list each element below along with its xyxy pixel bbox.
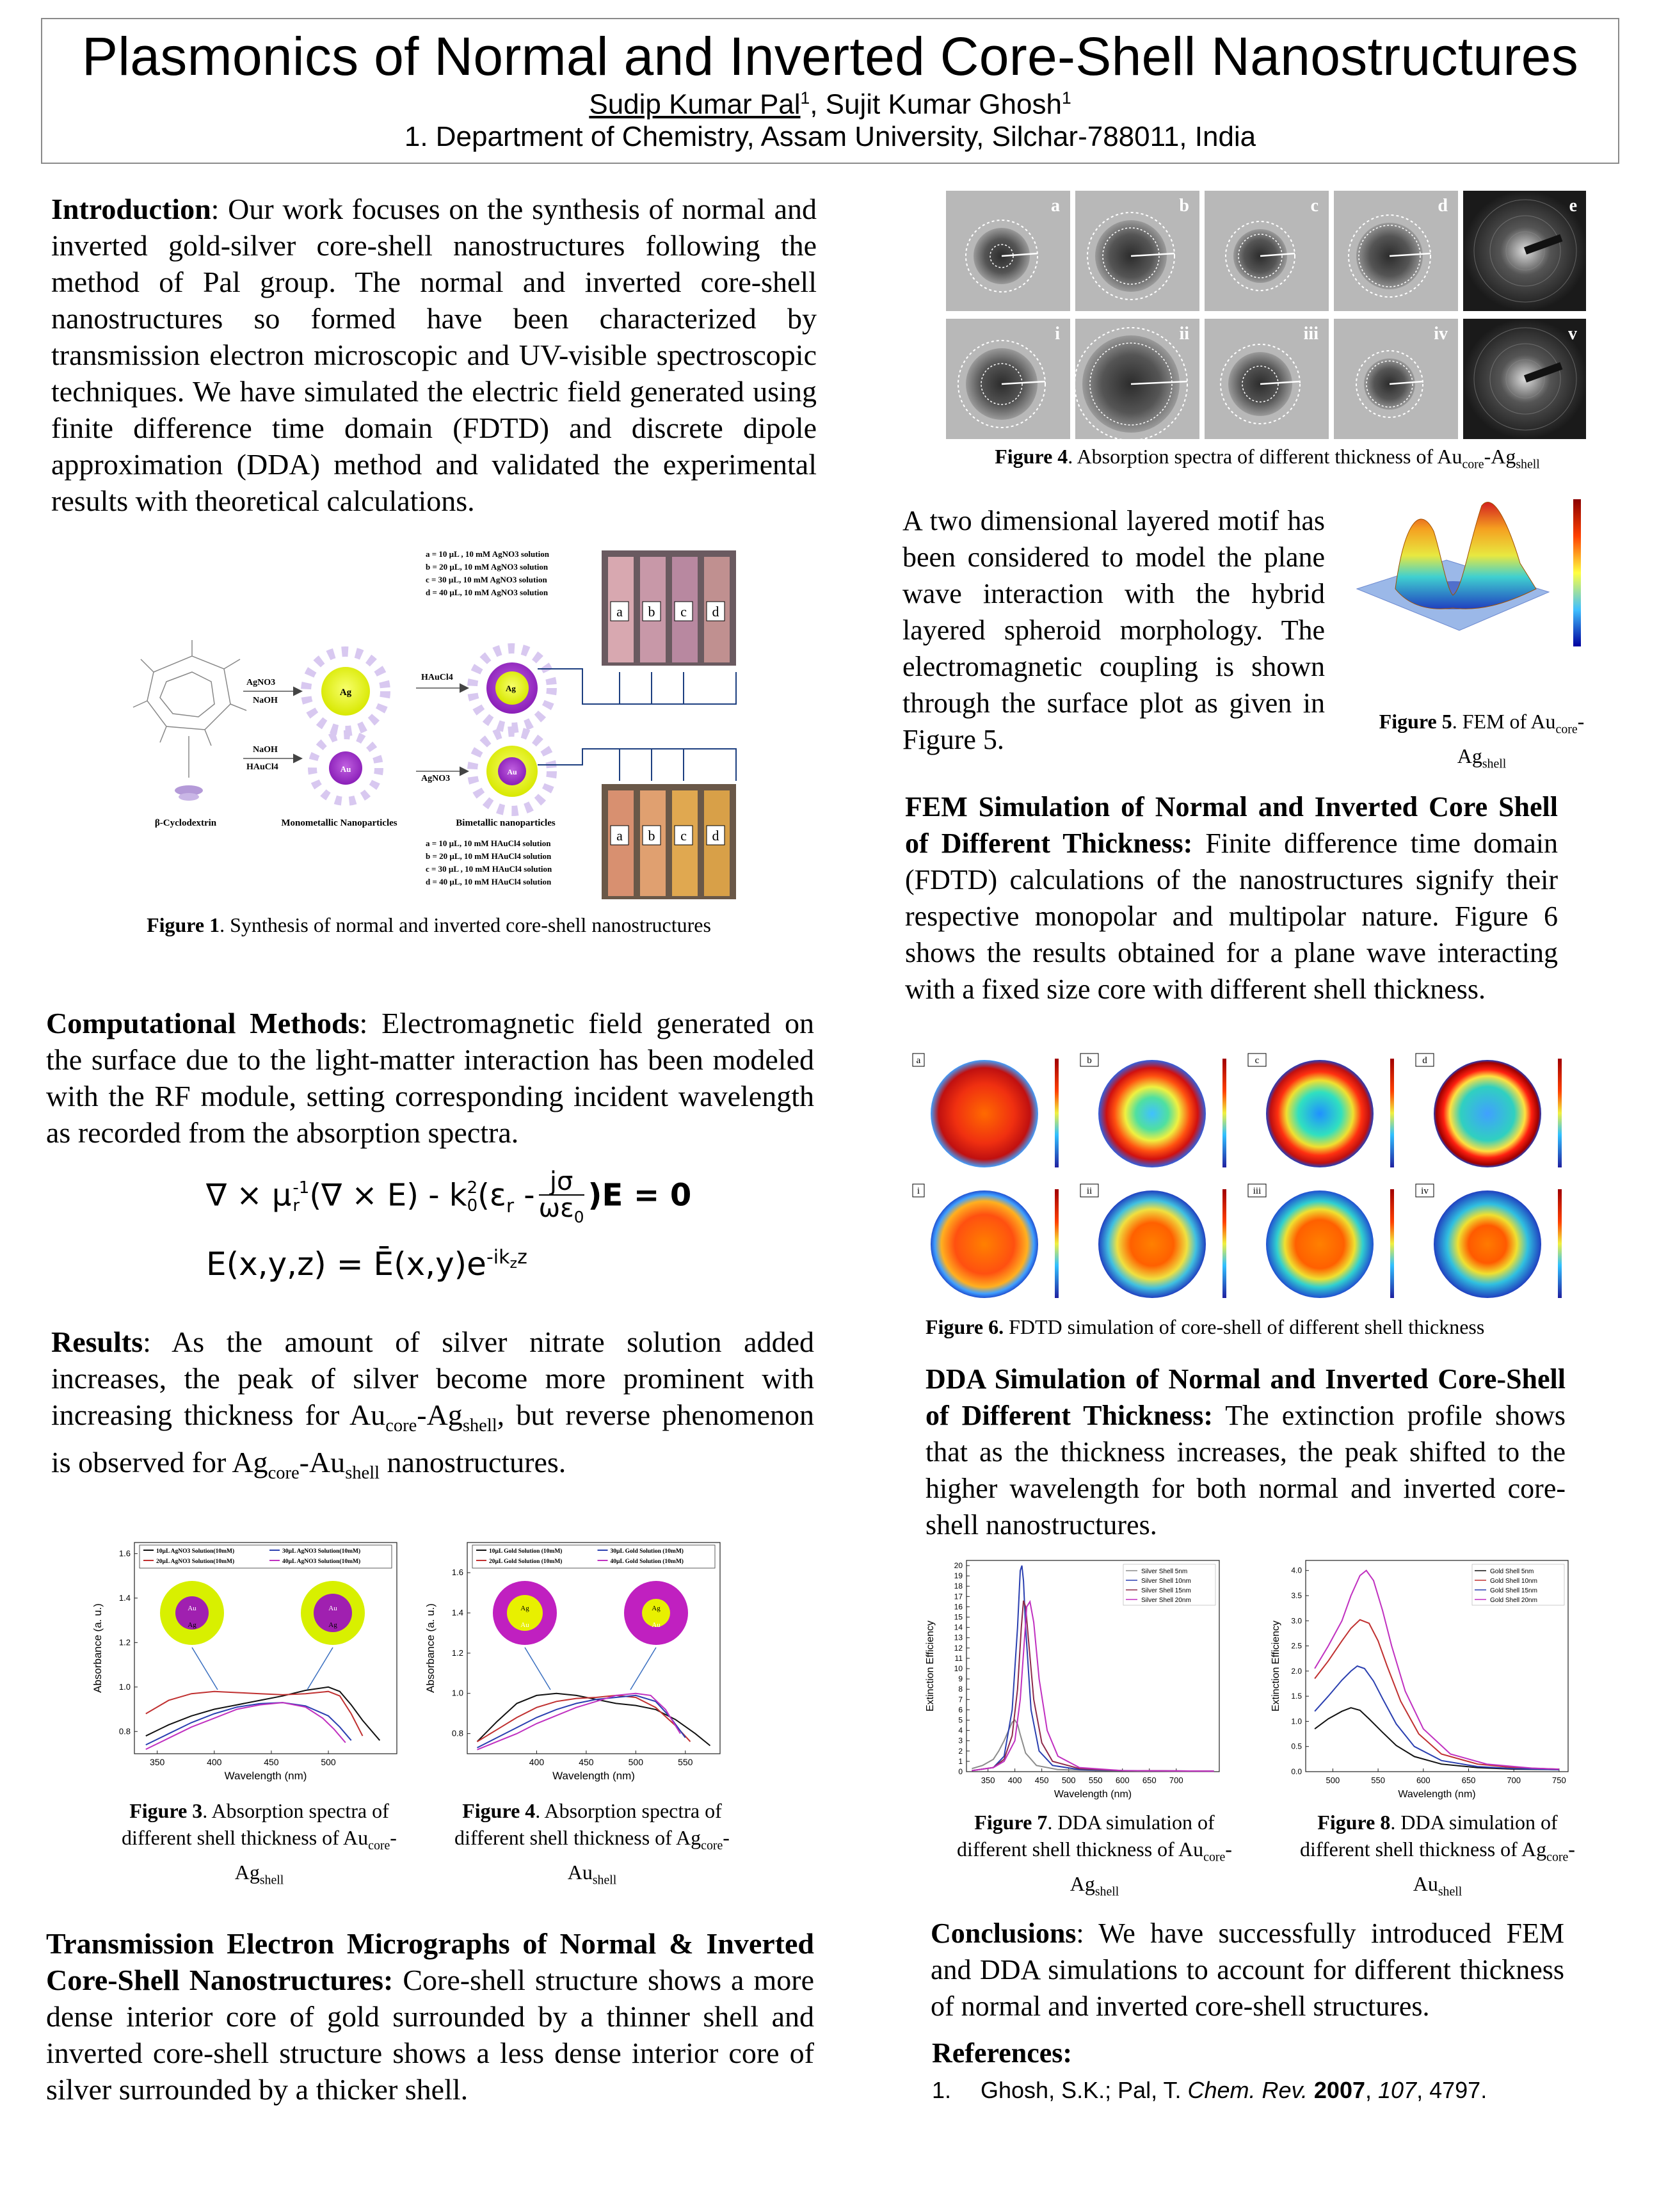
legend-label: 30µL AgNO3 Solution(10mM) xyxy=(282,1548,361,1555)
field-map xyxy=(931,1190,1038,1298)
fdtd-panel-label: iii xyxy=(1253,1186,1262,1196)
figure3-caption xyxy=(115,1797,403,1894)
x-tick-label: 400 xyxy=(1007,1775,1022,1785)
reference-authors: Ghosh, S.K.; Pal, T. xyxy=(981,2077,1188,2103)
figure3-caption-text: -Ag xyxy=(234,1826,397,1884)
fdtd-colorbar xyxy=(1390,1059,1394,1167)
reference-pages: 4797. xyxy=(1429,2077,1487,2103)
fdtd-colorbar xyxy=(1390,1189,1394,1298)
results-body: -Ag xyxy=(417,1399,463,1431)
figure7-caption xyxy=(947,1809,1242,1905)
vial-label: c xyxy=(680,604,687,620)
figure8-chart xyxy=(1267,1549,1575,1805)
fdtd-panel-label: b xyxy=(1087,1055,1092,1066)
x-tick-label: 650 xyxy=(1142,1775,1157,1785)
y-tick-label: 13 xyxy=(954,1633,963,1642)
fem-body: Finite difference time domain (FDTD) calculations of the nanostructures signify their respective monopolar and multipolar nature. Figure 6 shows the results obtained for a plane wave interacting with a fixed size core with different shell thickness. xyxy=(905,828,1558,1005)
fdtd-colorbar xyxy=(1222,1189,1226,1298)
conclusions-heading: Conclusions xyxy=(931,1918,1077,1949)
y-axis-label: Extinction Efficiency xyxy=(925,1621,936,1711)
bottom-list-item: b = 20 µL, 10 mM HAuCl4 solution xyxy=(426,851,552,861)
figure4b-chart xyxy=(422,1530,730,1799)
label-monometallic: Monometallic Nanoparticles xyxy=(281,818,397,828)
inset-core-label: Ag xyxy=(652,1605,661,1612)
dda-section xyxy=(926,1361,1566,1543)
y-axis-label: Absorbance (a. u.) xyxy=(424,1603,437,1693)
poster-title: Plasmonics of Normal and Inverted Core-Shell Nanostructures xyxy=(81,26,1579,86)
equations-block xyxy=(206,1152,692,1290)
figure3-chart xyxy=(90,1530,410,1799)
eq1-k-sup: 2 xyxy=(467,1178,478,1198)
figure1-caption xyxy=(128,911,730,938)
figure5-caption xyxy=(1376,708,1587,778)
field-map xyxy=(1098,1060,1206,1167)
legend-label: 30µL Gold Solution (10mM) xyxy=(610,1548,684,1555)
eq2-exp-end: z xyxy=(517,1246,527,1269)
bottom-list-item: a = 10 µL, 10 mM HAuCl4 solution xyxy=(426,838,551,848)
x-axis-label: Wavelength (nm) xyxy=(1054,1789,1132,1800)
top-list-item: c = 30 µL, 10 mM AgNO3 solution xyxy=(426,575,547,584)
x-tick-label: 600 xyxy=(1115,1775,1130,1785)
figure5-caption-text: . FEM of Au xyxy=(1452,710,1556,733)
y-tick-label: 2.0 xyxy=(1291,1666,1302,1676)
figure6-caption-label: Figure 6. xyxy=(926,1315,1004,1338)
top-list-item: d = 40 µL, 10 mM AgNO3 solution xyxy=(426,588,549,597)
figure8-caption xyxy=(1290,1809,1585,1905)
inset-shell-label: Au xyxy=(652,1621,661,1629)
tem-heading: Transmission Electron Micrographs of Normal & Inverted Core-Shell Nanostructures: xyxy=(46,1927,814,1996)
affiliation: 1. Department of Chemistry, Assam University, Silchar-788011, India xyxy=(404,121,1256,153)
author-separator: , xyxy=(810,88,826,120)
inset-shell-label: Ag xyxy=(188,1621,196,1629)
legend-label: Gold Shell 5nm xyxy=(1490,1568,1534,1575)
y-tick-label: 1.5 xyxy=(1291,1692,1302,1701)
computational-heading: Computational Methods xyxy=(46,1007,360,1039)
vial-label: b xyxy=(648,604,655,620)
x-tick-label: 450 xyxy=(1034,1775,1049,1785)
tem-panel-label: ii xyxy=(1179,324,1189,344)
fem-colorbar xyxy=(1573,499,1581,646)
eq1-fraction xyxy=(539,1169,584,1226)
results-heading: Results xyxy=(51,1326,143,1358)
y-tick-label: 3 xyxy=(958,1736,963,1745)
x-axis-label: Wavelength (nm) xyxy=(224,1770,307,1782)
results-sub: shell xyxy=(345,1463,380,1484)
y-tick-label: 3.5 xyxy=(1291,1591,1302,1600)
reagent-naoh-bottom: NaOH xyxy=(253,745,278,755)
figure4top-caption-text: . Absorption spectra of different thickness of Au xyxy=(1068,445,1463,468)
legend-label: Silver Shell 20nm xyxy=(1141,1597,1191,1604)
vial-label: a xyxy=(616,828,623,844)
computational-body: : Electromagnetic field generated on the surface due to the light-matter interaction has been modeled with the RF module, setting corresponding incident wavelength as recorded from the absorption spectra. xyxy=(46,1007,814,1149)
y-tick-label: 0.5 xyxy=(1291,1742,1302,1751)
eq2-exp-sub: z xyxy=(509,1256,518,1272)
results-sub: shell xyxy=(462,1416,497,1436)
poster-header xyxy=(41,18,1619,164)
field-map xyxy=(1434,1190,1541,1298)
top-list-item: a = 10 µL , 10 mM AgNO3 solution xyxy=(426,549,549,559)
y-tick-label: 5 xyxy=(958,1715,963,1725)
inset-shell-label: Ag xyxy=(328,1621,337,1629)
author-line xyxy=(42,88,1618,121)
figure7-caption-text: -Ag xyxy=(1070,1838,1232,1896)
fdtd-panel-label: iv xyxy=(1421,1186,1429,1196)
results-sub: core xyxy=(268,1463,300,1484)
y-tick-label: 16 xyxy=(954,1602,963,1612)
figure3-caption-text: . Absorption spectra of different shell thickness of Au xyxy=(122,1799,389,1849)
y-tick-label: 2 xyxy=(958,1746,963,1756)
figure8-caption-text: -Au xyxy=(1413,1838,1575,1896)
figure6-fdtd-maps xyxy=(909,1050,1575,1306)
fem-surface xyxy=(1395,502,1536,609)
tem-panel-label: b xyxy=(1179,196,1189,216)
y-tick-label: 1.4 xyxy=(451,1608,463,1617)
legend-label: 40µL AgNO3 Solution(10mM) xyxy=(282,1559,361,1565)
y-tick-label: 12 xyxy=(954,1643,963,1653)
x-tick-label: 550 xyxy=(1088,1775,1103,1785)
author-2: Sujit Kumar Ghosh xyxy=(825,88,1062,120)
field-map xyxy=(1266,1060,1374,1167)
y-tick-label: 1.0 xyxy=(451,1688,463,1698)
fdtd-colorbar xyxy=(1055,1059,1059,1167)
bottom-list-item: d = 40 µL, 10 mM HAuCl4 solution xyxy=(426,877,552,886)
eq1-den-sub: 0 xyxy=(573,1208,584,1226)
caption-sub: shell xyxy=(1516,457,1540,472)
label-bimetallic: Bimetallic nanoparticles xyxy=(456,818,556,828)
tem-section xyxy=(46,1925,814,2108)
inset-core-label: Au xyxy=(328,1605,337,1612)
figure7-caption-text: . DDA simulation of different shell thickness of Au xyxy=(957,1811,1215,1861)
y-tick-label: 11 xyxy=(954,1653,963,1663)
y-tick-label: 15 xyxy=(954,1612,963,1622)
field-map xyxy=(1266,1190,1374,1298)
x-tick-label: 500 xyxy=(1061,1775,1076,1785)
eq1-mu-sup: -1 xyxy=(293,1178,310,1198)
figure4b-caption-text: . Absorption spectra of different shell thickness of Ag xyxy=(454,1799,722,1849)
label-cyclodextrin: β-Cyclodextrin xyxy=(154,818,217,828)
figure4top-caption-text: -Ag xyxy=(1484,445,1516,468)
y-axis-label: Absorbance (a. u.) xyxy=(92,1603,104,1693)
y-tick-label: 6 xyxy=(958,1705,963,1715)
reagent-haucl4-top: HAuCl4 xyxy=(421,673,453,682)
tem-panel-label: e xyxy=(1569,196,1577,216)
legend-label: 10µL AgNO3 Solution(10mM) xyxy=(156,1548,235,1555)
y-tick-label: 0.0 xyxy=(1291,1767,1302,1776)
computational-section xyxy=(46,1005,814,1151)
reference-year: 2007 xyxy=(1313,2077,1365,2103)
legend-label: Silver Shell 10nm xyxy=(1141,1578,1191,1585)
fdtd-panel-label: c xyxy=(1254,1055,1260,1066)
figure7-chart xyxy=(922,1549,1229,1805)
figure4b-caption xyxy=(448,1797,736,1894)
x-axis-label: Wavelength (nm) xyxy=(552,1770,635,1782)
figure5-surface-plot xyxy=(1344,493,1600,685)
x-axis-label: Wavelength (nm) xyxy=(1398,1789,1476,1800)
field-map xyxy=(1434,1060,1541,1167)
eq1-part: (ε xyxy=(477,1177,506,1214)
y-tick-label: 1 xyxy=(958,1756,963,1766)
eq1-part: ∇ × μ xyxy=(206,1177,292,1214)
caption-sub: shell xyxy=(259,1873,284,1887)
tem-body: Core-shell structure shows a more dense interior core of gold surrounded by a thinner shell and inverted core-shell structure shows a less dense interior core of silver surrounded by a thicker shell. xyxy=(46,1964,814,2106)
plot-frame xyxy=(134,1543,397,1754)
plot-frame xyxy=(467,1543,720,1754)
y-tick-label: 0.8 xyxy=(118,1726,131,1736)
tem-panel-label: iii xyxy=(1303,324,1318,344)
eq1-eps-sub: r xyxy=(506,1195,515,1217)
figure1-schematic xyxy=(128,544,755,902)
reagent-agno3-bottom: AgNO3 xyxy=(421,774,451,783)
y-tick-label: 19 xyxy=(954,1571,963,1581)
equation-1 xyxy=(206,1169,691,1226)
top-concentration-list xyxy=(426,549,550,597)
reference-volume: 107 xyxy=(1378,2077,1417,2103)
fdtd-colorbar xyxy=(1222,1059,1226,1167)
x-tick-label: 350 xyxy=(149,1757,165,1767)
y-tick-label: 10 xyxy=(954,1664,963,1674)
vial-label: b xyxy=(648,828,655,844)
ag-core-au-shell-particle xyxy=(472,648,552,728)
legend-label: Gold Shell 15nm xyxy=(1490,1587,1537,1594)
x-tick-label: 400 xyxy=(529,1757,545,1767)
dda-heading: DDA Simulation of Normal and Inverted Core-Shell of Different Thickness: xyxy=(926,1363,1566,1431)
cyclodextrin-molecule xyxy=(133,640,246,778)
au-core-label: Au xyxy=(340,764,351,774)
x-tick-label: 500 xyxy=(321,1757,336,1767)
caption-sub: core xyxy=(701,1838,723,1853)
fdtd-panel-label: ii xyxy=(1086,1186,1093,1196)
fdtd-colorbar xyxy=(1558,1189,1562,1298)
figure5-caption-text: -Ag xyxy=(1457,710,1585,768)
y-tick-label: 3.0 xyxy=(1291,1616,1302,1626)
fdtd-panel-label: a xyxy=(916,1055,921,1066)
y-tick-label: 7 xyxy=(958,1695,963,1704)
vial-label: d xyxy=(712,604,719,620)
eq1-part: - xyxy=(514,1177,535,1214)
eq1-denominator: ωε xyxy=(538,1194,574,1223)
y-tick-label: 4.0 xyxy=(1291,1566,1302,1575)
au-core-ag-shell-particle xyxy=(472,732,552,811)
results-section xyxy=(51,1324,814,1491)
x-tick-label: 350 xyxy=(981,1775,995,1785)
legend-label: 20µL Gold Solution (10mM) xyxy=(489,1559,563,1565)
eq1-numerator: jσ xyxy=(539,1169,584,1196)
figure3-caption-label: Figure 3 xyxy=(129,1799,203,1822)
legend-label: 10µL Gold Solution (10mM) xyxy=(489,1548,563,1555)
figure4b-caption-label: Figure 4 xyxy=(462,1799,536,1822)
y-tick-label: 4 xyxy=(958,1726,963,1735)
reference-item: 1. Ghosh, S.K.; Pal, T. Chem. Rev. 2007, 107, 4797. xyxy=(932,2074,1572,2107)
author-1-affil: 1 xyxy=(800,88,810,108)
conclusions-body: : We have successfully introduced FEM and DDA simulations to account for different thickness of normal and inverted core-shell structures. xyxy=(931,1918,1564,2022)
caption-sub: shell xyxy=(1482,757,1507,771)
bimetallic-ag-label: Ag xyxy=(506,684,516,693)
au-nanoparticle xyxy=(312,735,379,801)
caption-sub: core xyxy=(1462,457,1484,472)
y-tick-label: 17 xyxy=(954,1592,963,1601)
y-tick-label: 1.2 xyxy=(118,1637,131,1647)
y-tick-label: 9 xyxy=(958,1674,963,1684)
x-tick-label: 450 xyxy=(264,1757,279,1767)
bottom-concentration-list xyxy=(426,838,552,886)
x-tick-label: 450 xyxy=(579,1757,594,1767)
introduction-body: : Our work focuses on the synthesis of normal and inverted gold-silver core-shell nanostructures following the method of Pal group. The normal and inverted core-shell nanostructures so formed have been characterized by transmission electron microscopic and UV-visible spectroscopic techniques. We have simulated the electric field generated using finite difference time domain (FDTD) and discrete dipole approximation (DDA) method and validated the experimental results with theoretical calculations. xyxy=(51,193,817,517)
results-body: nanostructures. xyxy=(380,1446,566,1479)
y-tick-label: 8 xyxy=(958,1685,963,1694)
legend-label: Gold Shell 20nm xyxy=(1490,1597,1537,1604)
caption-sub: shell xyxy=(592,1873,617,1887)
y-tick-label: 2.5 xyxy=(1291,1641,1302,1651)
inset-core-label: Au xyxy=(188,1605,196,1612)
figure6-caption-text: FDTD simulation of core-shell of different shell thickness xyxy=(1004,1315,1485,1338)
field-map xyxy=(931,1060,1038,1167)
reference-journal: Chem. Rev. xyxy=(1187,2077,1308,2103)
y-axis-label: Extinction Efficiency xyxy=(1270,1621,1281,1711)
legend-label: Silver Shell 5nm xyxy=(1141,1568,1188,1575)
ag-nanoparticle xyxy=(306,652,385,731)
references-section xyxy=(932,2037,1572,2107)
figure6-caption xyxy=(909,1313,1575,1340)
reagent-haucl4-bottom: HAuCl4 xyxy=(246,762,278,772)
ag-core-label: Ag xyxy=(339,687,352,698)
figure4top-caption xyxy=(928,443,1607,477)
eq2-exp: -ik xyxy=(486,1246,510,1269)
bimetallic-au-label: Au xyxy=(507,767,517,776)
x-tick-label: 650 xyxy=(1461,1775,1476,1785)
reference-number: 1. xyxy=(932,2077,952,2103)
eq2-lhs: E(x,y,z) = Ē(x,y)e xyxy=(206,1246,486,1283)
eq1-mu-sub: r xyxy=(293,1196,300,1216)
x-tick-label: 550 xyxy=(1371,1775,1385,1785)
saed-pattern xyxy=(1463,191,1586,311)
y-tick-label: 1.6 xyxy=(451,1567,463,1578)
x-tick-label: 700 xyxy=(1169,1775,1183,1785)
eq1-part: (∇ × E) - k xyxy=(309,1177,467,1214)
results-body: : As the amount of silver nitrate solution added increases, the peak of silver become more prominent with increasing thickness for Au xyxy=(51,1326,814,1431)
figure4top-caption-label: Figure 4 xyxy=(995,445,1068,468)
y-tick-label: 14 xyxy=(954,1623,963,1632)
x-tick-label: 550 xyxy=(678,1757,693,1767)
x-tick-label: 700 xyxy=(1507,1775,1521,1785)
caption-sub: core xyxy=(1546,1850,1569,1864)
top-list-item: b = 20 µL, 10 mM AgNO3 solution xyxy=(426,562,549,572)
tem-panel-label: a xyxy=(1051,196,1060,216)
caption-sub: core xyxy=(1555,722,1578,737)
author-2-affil: 1 xyxy=(1061,88,1071,108)
y-tick-label: 1.0 xyxy=(118,1681,131,1692)
equation-2 xyxy=(206,1246,527,1283)
results-sub: core xyxy=(385,1416,417,1436)
legend-label: 40µL Gold Solution (10mM) xyxy=(610,1559,684,1565)
reagent-agno3-top: AgNO3 xyxy=(246,678,276,687)
fdtd-colorbar xyxy=(1558,1059,1562,1167)
references-heading: References: xyxy=(932,2037,1073,2069)
vial-label: a xyxy=(616,604,623,620)
caption-sub: shell xyxy=(1438,1884,1463,1899)
tem-panel-label: c xyxy=(1310,196,1318,216)
figure8-caption-label: Figure 8 xyxy=(1317,1811,1391,1834)
inset-shell-label: Au xyxy=(520,1621,529,1629)
introduction-section xyxy=(51,191,817,519)
vial-label: c xyxy=(680,828,687,844)
tem-panel-label: v xyxy=(1568,324,1577,344)
tem-micrographs xyxy=(946,191,1586,440)
introduction-heading: Introduction xyxy=(51,193,211,225)
y-tick-label: 20 xyxy=(954,1561,963,1571)
eq1-k-sub: 0 xyxy=(467,1196,478,1216)
inset-core-label: Ag xyxy=(520,1605,529,1612)
fem-heading: FEM Simulation of Normal and Inverted Core Shell of Different Thickness: xyxy=(905,791,1558,859)
y-tick-label: 0 xyxy=(958,1767,963,1776)
eq1-part: )E = 0 xyxy=(588,1177,692,1214)
x-tick-label: 750 xyxy=(1552,1775,1566,1785)
figure7-caption-label: Figure 7 xyxy=(974,1811,1048,1834)
x-tick-label: 500 xyxy=(1326,1775,1340,1785)
y-tick-label: 18 xyxy=(954,1582,963,1591)
caption-sub: shell xyxy=(1094,1884,1119,1899)
tem-panel-label: iv xyxy=(1434,324,1448,344)
y-tick-label: 1.0 xyxy=(1291,1717,1302,1726)
results-body: , but reverse phenomenon is observed for Ag xyxy=(51,1399,814,1479)
results-body: -Au xyxy=(299,1446,346,1479)
conclusions-section xyxy=(931,1915,1564,2024)
x-tick-label: 400 xyxy=(207,1757,222,1767)
y-tick-label: 1.6 xyxy=(118,1548,131,1559)
legend-label: Silver Shell 15nm xyxy=(1141,1587,1191,1594)
caption-sub: core xyxy=(1203,1850,1226,1864)
tem-panel-label: i xyxy=(1055,324,1060,344)
fdtd-colorbar xyxy=(1055,1189,1059,1298)
fdtd-panel-label: d xyxy=(1422,1055,1427,1066)
x-tick-label: 600 xyxy=(1416,1775,1431,1785)
figure8-caption-text: . DDA simulation of different shell thickness of Ag xyxy=(1300,1811,1558,1861)
bottom-list-item: c = 30 µL , 10 mM HAuCl4 solution xyxy=(426,864,552,874)
motif-body: A two dimensional layered motif has been considered to model the plane wave interaction with the hybrid layered spheroid morphology. The electromagnetic coupling is shown through the surface plot as given in Figure 5. xyxy=(902,505,1325,755)
figure1-caption-text: . Synthesis of normal and inverted core-shell nanostructures xyxy=(220,913,711,936)
y-tick-label: 0.8 xyxy=(451,1728,463,1738)
y-tick-label: 1.4 xyxy=(118,1592,131,1603)
motif-paragraph xyxy=(902,502,1325,758)
fem-section xyxy=(905,789,1558,1007)
figure1-caption-label: Figure 1 xyxy=(147,913,220,936)
y-tick-label: 1.2 xyxy=(451,1647,463,1658)
caption-sub: core xyxy=(368,1838,390,1853)
legend-label: Gold Shell 10nm xyxy=(1490,1578,1537,1585)
dda-body: The extinction profile shows that as the thickness increases, the peak shifted to the higher wavelength for both normal and inverted core-shell nanostructures. xyxy=(926,1400,1566,1541)
vial-label: d xyxy=(712,828,719,844)
author-1: Sudip Kumar Pal xyxy=(589,88,801,120)
fdtd-panel-label: i xyxy=(917,1186,920,1196)
field-map xyxy=(1098,1190,1206,1298)
tem-panel-label: d xyxy=(1438,196,1448,216)
figure5-caption-label: Figure 5 xyxy=(1379,710,1452,733)
figure4b-caption-text: -Au xyxy=(567,1826,730,1884)
legend-label: 20µL AgNO3 Solution(10mM) xyxy=(156,1559,235,1565)
reagent-naoh-top: NaOH xyxy=(253,696,278,705)
x-tick-label: 500 xyxy=(628,1757,644,1767)
